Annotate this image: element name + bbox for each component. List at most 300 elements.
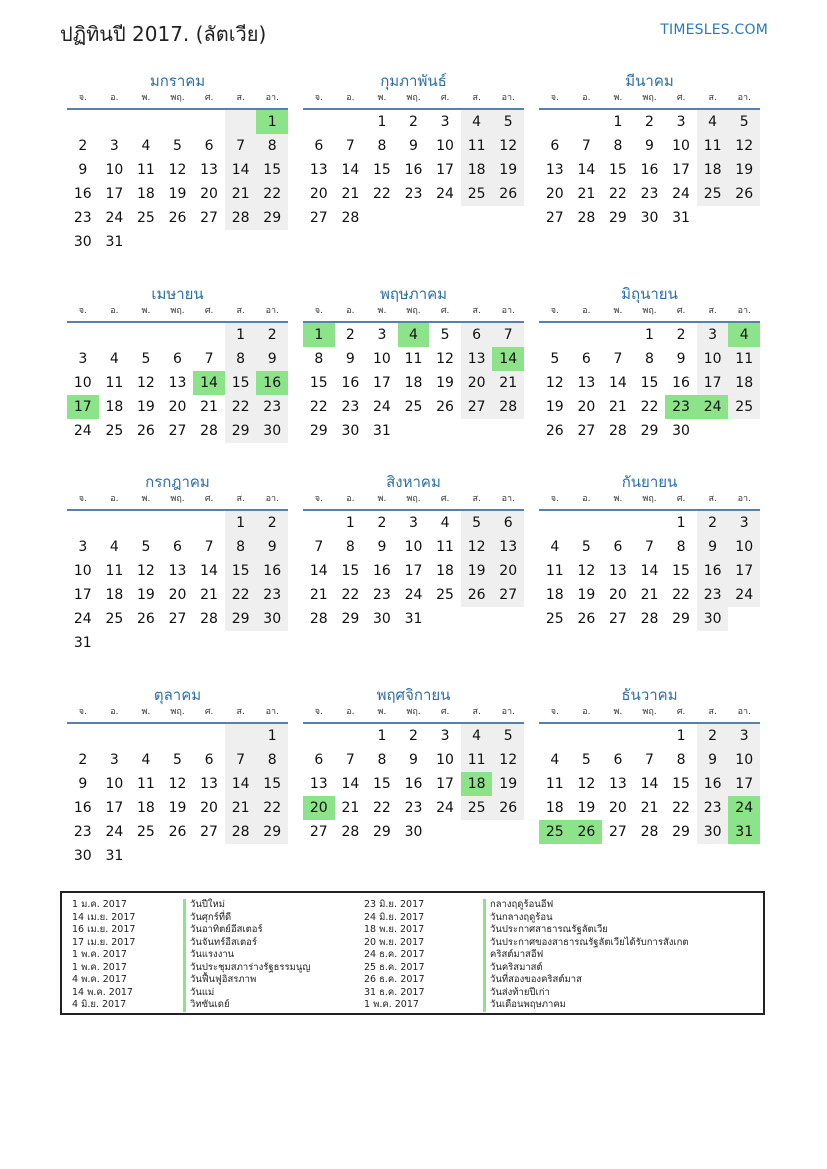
weekday-label: พฤ. — [170, 306, 185, 316]
empty-day-cell — [602, 323, 634, 347]
day-cell: 28 — [341, 210, 360, 226]
legend-holiday-name: วันเดือนพฤษภาคม — [483, 999, 689, 1012]
weekday-label: อ. — [346, 707, 355, 717]
weekday-label: อา. — [501, 93, 515, 103]
day-cell: 7 — [204, 539, 214, 555]
weekday-label: อา. — [265, 306, 279, 316]
weekday-label: จ. — [78, 494, 87, 504]
day-cell: 8 — [377, 138, 387, 154]
legend-holiday-name: วันที่สองของคริสต์มาส — [483, 974, 689, 987]
day-cell: 27 — [309, 824, 328, 840]
day-cell: 10 — [728, 535, 760, 559]
day-cell: 1 — [377, 114, 387, 130]
empty-day-cell — [303, 110, 335, 134]
day-cell: 20 — [200, 800, 218, 816]
weekday-label: ส. — [472, 93, 481, 103]
day-cell: 14 — [225, 772, 257, 796]
day-cell: 28 — [341, 824, 360, 840]
day-cell: 23 — [256, 395, 288, 419]
day-cell: 3 — [440, 114, 450, 130]
day-cell: 9 — [409, 752, 418, 768]
legend-holiday-name: วันอาทิตย์อีสเตอร์ — [183, 924, 310, 937]
day-cell: 22 — [256, 796, 288, 820]
day-cell: 12 — [492, 748, 524, 772]
weekday-header — [303, 493, 524, 511]
legend-date: 18 พ.ย. 2017 — [364, 924, 425, 935]
weekday-label: พฤ. — [642, 306, 657, 316]
weekday-label: อ. — [110, 707, 119, 717]
day-cell: 30 — [256, 419, 288, 443]
day-cell: 25 — [697, 182, 729, 206]
empty-day-cell — [193, 110, 225, 134]
empty-day-cell — [602, 724, 634, 748]
day-cell: 19 — [137, 399, 155, 415]
day-cell: 16 — [697, 559, 729, 583]
day-cell: 15 — [609, 162, 627, 178]
weekday-label: ส. — [236, 306, 245, 316]
day-cell: 4 — [440, 515, 450, 531]
day-cell: 9 — [377, 539, 387, 555]
day-cell: 31 — [105, 234, 124, 250]
day-cell: 11 — [404, 351, 423, 367]
day-cell: 3 — [440, 728, 450, 744]
day-cell: 1 — [256, 724, 288, 748]
day-cell: 5 — [492, 724, 524, 748]
day-cell: 2 — [409, 728, 418, 744]
weekday-label: อ. — [110, 306, 119, 316]
day-cell: 19 — [492, 772, 524, 796]
day-cell: 3 — [78, 351, 88, 367]
holiday-legend — [60, 891, 765, 1015]
day-cell: 12 — [492, 134, 524, 158]
day-cell: 4 — [141, 752, 151, 768]
legend-date: 26 ธ.ค. 2017 — [364, 974, 425, 985]
month-block — [67, 70, 288, 254]
empty-day-cell — [571, 724, 603, 748]
day-cell: 20 — [168, 587, 187, 603]
day-cell: 9 — [676, 351, 686, 367]
month-name: มีนาคม — [625, 72, 674, 90]
day-cell: 2 — [676, 327, 686, 343]
legend-names-col-1 — [183, 899, 310, 1012]
empty-day-cell — [335, 724, 367, 748]
weekday-label: จ. — [550, 707, 559, 717]
weekday-label: พ. — [141, 93, 151, 103]
day-cell: 5 — [581, 539, 591, 555]
day-cell: 25 — [105, 611, 124, 627]
day-cell: 6 — [613, 539, 623, 555]
weekday-header — [539, 305, 760, 323]
day-cell: 23 — [640, 186, 659, 202]
day-cell: 15 — [341, 563, 360, 579]
site-brand-link[interactable]: TIMESLES.COM — [660, 22, 768, 38]
month-block — [539, 283, 760, 443]
holiday-day-cell: 24 — [728, 796, 760, 820]
legend-holiday-name: วันส่งท้ายปีเก่า — [483, 987, 689, 1000]
day-cell: 31 — [105, 848, 124, 864]
day-grid — [303, 110, 524, 230]
day-cell: 30 — [73, 234, 92, 250]
day-cell: 30 — [341, 423, 360, 439]
legend-date: 1 พ.ค. 2017 — [72, 961, 127, 973]
weekday-label: จ. — [314, 494, 323, 504]
month-block — [303, 471, 524, 631]
weekday-label: ศ. — [676, 306, 686, 316]
day-cell: 19 — [545, 399, 564, 415]
day-cell: 18 — [137, 186, 155, 202]
weekday-label: ส. — [236, 494, 245, 504]
day-cell: 27 — [545, 210, 564, 226]
day-cell: 19 — [492, 158, 524, 182]
day-cell: 3 — [78, 539, 88, 555]
day-cell: 4 — [109, 351, 119, 367]
day-cell: 27 — [200, 210, 218, 226]
day-cell: 20 — [492, 559, 524, 583]
day-cell: 16 — [697, 772, 729, 796]
day-cell: 24 — [728, 583, 760, 607]
day-cell: 15 — [256, 772, 288, 796]
weekday-label: จ. — [78, 306, 87, 316]
day-cell: 22 — [225, 395, 257, 419]
day-cell: 3 — [728, 511, 760, 535]
weekday-label: อ. — [110, 93, 119, 103]
day-cell: 8 — [645, 351, 654, 367]
day-cell: 13 — [309, 776, 328, 792]
day-cell: 22 — [609, 186, 627, 202]
day-cell: 19 — [728, 158, 760, 182]
month-block — [67, 471, 288, 655]
legend-holiday-name: วันคริสมาสต์ — [483, 962, 689, 975]
day-cell: 18 — [697, 158, 729, 182]
day-cell: 13 — [200, 162, 218, 178]
legend-date: 24 มิ.ย. 2017 — [364, 911, 425, 923]
holiday-day-cell: 26 — [571, 820, 603, 844]
weekday-label: ศ. — [204, 306, 214, 316]
day-cell: 1 — [225, 511, 257, 535]
day-cell: 10 — [73, 563, 92, 579]
day-cell: 29 — [341, 611, 360, 627]
empty-day-cell — [99, 110, 131, 134]
day-cell: 8 — [377, 752, 387, 768]
weekday-label: อา. — [501, 707, 515, 717]
day-cell: 26 — [492, 182, 524, 206]
weekday-header — [67, 92, 288, 110]
day-cell: 1 — [645, 327, 654, 343]
page-title: ปฏิทินปี 2017. (ลัตเวีย) — [60, 22, 267, 46]
legend-holiday-name: วิทซันเดย์ — [183, 999, 310, 1012]
day-cell: 24 — [73, 611, 92, 627]
day-cell: 16 — [404, 776, 423, 792]
day-cell: 30 — [697, 820, 729, 844]
day-cell: 15 — [256, 158, 288, 182]
day-cell: 31 — [404, 611, 423, 627]
weekday-label: พ. — [377, 306, 387, 316]
day-cell: 5 — [141, 539, 151, 555]
day-cell: 3 — [697, 323, 729, 347]
day-cell: 11 — [105, 375, 124, 391]
day-cell: 6 — [314, 752, 324, 768]
day-cell: 17 — [105, 186, 124, 202]
day-cell: 22 — [640, 399, 659, 415]
day-cell: 25 — [461, 182, 493, 206]
day-cell: 13 — [577, 375, 596, 391]
day-cell: 12 — [137, 375, 155, 391]
day-cell: 29 — [256, 206, 288, 230]
weekday-label: พ. — [141, 494, 151, 504]
day-cell: 2 — [78, 752, 88, 768]
day-grid — [539, 724, 760, 844]
day-cell: 11 — [137, 162, 155, 178]
day-cell: 7 — [492, 323, 524, 347]
day-cell: 7 — [345, 138, 355, 154]
day-cell: 17 — [404, 563, 423, 579]
day-cell: 23 — [404, 800, 423, 816]
weekday-label: อ. — [346, 306, 355, 316]
day-cell: 13 — [609, 776, 627, 792]
day-cell: 27 — [168, 423, 187, 439]
day-cell: 28 — [492, 395, 524, 419]
empty-day-cell — [602, 511, 634, 535]
day-cell: 7 — [581, 138, 591, 154]
day-cell: 16 — [73, 186, 92, 202]
day-cell: 13 — [461, 347, 493, 371]
weekday-label: อา. — [737, 707, 751, 717]
day-cell: 19 — [461, 559, 493, 583]
day-cell: 8 — [314, 351, 324, 367]
day-cell: 2 — [256, 323, 288, 347]
day-cell: 25 — [404, 399, 423, 415]
legend-holiday-name: วันฟื้นฟูอิสรภาพ — [183, 974, 310, 987]
weekday-label: ศ. — [204, 707, 214, 717]
legend-holiday-name: วันประชุมสภาร่างรัฐธรรมนูญ — [183, 962, 310, 975]
legend-date: 1 พ.ค. 2017 — [364, 999, 419, 1010]
day-cell: 22 — [373, 186, 391, 202]
empty-day-cell — [539, 511, 571, 535]
day-cell: 7 — [645, 539, 654, 555]
legend-holiday-name: วันประกาศของสาธารณรัฐลัตเวียได้รับการสังเกต — [483, 937, 689, 950]
day-cell: 21 — [609, 399, 627, 415]
day-cell: 30 — [404, 824, 423, 840]
day-cell: 9 — [256, 347, 288, 371]
day-cell: 24 — [73, 423, 92, 439]
day-cell: 6 — [550, 138, 560, 154]
day-cell: 26 — [168, 210, 187, 226]
day-cell: 13 — [609, 563, 627, 579]
day-cell: 24 — [436, 800, 454, 816]
day-cell: 9 — [697, 748, 729, 772]
day-cell: 6 — [204, 752, 214, 768]
day-cell: 23 — [73, 824, 92, 840]
day-cell: 19 — [577, 800, 596, 816]
month-block — [67, 684, 288, 868]
day-cell: 17 — [73, 587, 92, 603]
day-cell: 13 — [200, 776, 218, 792]
day-cell: 23 — [373, 587, 391, 603]
weekday-header — [303, 92, 524, 110]
month-name: ตุลาคม — [153, 686, 202, 704]
day-cell: 29 — [309, 423, 328, 439]
weekday-label: ส. — [236, 93, 245, 103]
day-cell: 2 — [697, 511, 729, 535]
day-cell: 22 — [256, 182, 288, 206]
holiday-day-cell: 24 — [697, 395, 729, 419]
day-cell: 5 — [550, 351, 560, 367]
weekday-label: ศ. — [204, 494, 214, 504]
day-cell: 15 — [309, 375, 328, 391]
day-cell: 21 — [341, 800, 360, 816]
weekday-header — [539, 92, 760, 110]
day-cell: 2 — [645, 114, 654, 130]
day-cell: 19 — [436, 375, 454, 391]
day-cell: 3 — [728, 724, 760, 748]
weekday-label: พฤ. — [406, 494, 421, 504]
day-cell: 4 — [461, 724, 493, 748]
day-cell: 7 — [314, 539, 324, 555]
legend-date: 4 พ.ค. 2017 — [72, 974, 127, 985]
weekday-label: พ. — [377, 93, 387, 103]
empty-day-cell — [193, 511, 225, 535]
legend-date: 16 เม.ย. 2017 — [72, 924, 136, 935]
day-cell: 9 — [645, 138, 654, 154]
weekday-label: พ. — [377, 494, 387, 504]
day-grid — [303, 323, 524, 443]
day-cell: 21 — [640, 587, 659, 603]
day-cell: 8 — [256, 134, 288, 158]
day-cell: 12 — [577, 563, 596, 579]
day-cell: 26 — [577, 611, 596, 627]
day-cell: 14 — [309, 563, 328, 579]
empty-day-cell — [99, 724, 131, 748]
day-cell: 28 — [609, 423, 627, 439]
day-cell: 27 — [461, 395, 493, 419]
weekday-label: อา. — [501, 306, 515, 316]
day-cell: 5 — [173, 138, 182, 154]
empty-day-cell — [193, 323, 225, 347]
empty-day-cell — [571, 511, 603, 535]
weekday-label: พฤ. — [642, 93, 657, 103]
day-cell: 4 — [550, 539, 560, 555]
month-block — [303, 70, 524, 230]
weekday-label: พ. — [613, 93, 623, 103]
weekday-header — [539, 493, 760, 511]
day-cell: 18 — [461, 158, 493, 182]
day-cell: 10 — [697, 347, 729, 371]
day-cell: 8 — [676, 539, 686, 555]
day-cell: 11 — [728, 347, 760, 371]
day-cell: 21 — [225, 796, 257, 820]
day-cell: 6 — [581, 351, 591, 367]
day-cell: 17 — [373, 375, 391, 391]
day-cell: 4 — [697, 110, 729, 134]
day-cell: 9 — [409, 138, 418, 154]
day-cell: 1 — [345, 515, 355, 531]
day-cell: 1 — [676, 515, 686, 531]
weekday-label: อา. — [265, 494, 279, 504]
day-cell: 30 — [373, 611, 391, 627]
day-cell: 25 — [105, 423, 124, 439]
day-cell: 26 — [137, 423, 155, 439]
month-name: ธันวาคม — [621, 686, 678, 704]
day-cell: 4 — [109, 539, 119, 555]
day-cell: 8 — [345, 539, 355, 555]
empty-day-cell — [162, 323, 194, 347]
day-cell: 14 — [341, 162, 360, 178]
holiday-day-cell: 16 — [256, 371, 288, 395]
day-cell: 14 — [341, 776, 360, 792]
month-name: พฤศจิกายน — [376, 686, 451, 704]
day-cell: 26 — [137, 611, 155, 627]
empty-day-cell — [571, 323, 603, 347]
weekday-header — [539, 706, 760, 724]
legend-holiday-name: วันกลางฤดูร้อน — [483, 912, 689, 925]
day-cell: 20 — [609, 587, 627, 603]
weekday-label: ส. — [708, 93, 717, 103]
day-cell: 30 — [73, 848, 92, 864]
day-cell: 12 — [545, 375, 564, 391]
holiday-day-cell: 23 — [665, 395, 697, 419]
weekday-label: พฤ. — [642, 707, 657, 717]
day-cell: 16 — [341, 375, 360, 391]
day-cell: 10 — [436, 138, 454, 154]
weekday-label: อ. — [582, 306, 591, 316]
day-cell: 29 — [609, 210, 627, 226]
month-name: มกราคม — [149, 72, 206, 90]
weekday-label: อา. — [737, 93, 751, 103]
day-cell: 25 — [728, 395, 760, 419]
legend-dates-col-2 — [364, 899, 425, 1012]
day-cell: 3 — [377, 327, 387, 343]
day-cell: 27 — [168, 611, 187, 627]
day-cell: 26 — [492, 796, 524, 820]
day-cell: 6 — [173, 351, 182, 367]
day-grid — [67, 323, 288, 443]
day-cell: 27 — [609, 611, 627, 627]
day-cell: 17 — [697, 371, 729, 395]
weekday-label: พ. — [141, 707, 151, 717]
weekday-label: อ. — [110, 494, 119, 504]
day-cell: 11 — [697, 134, 729, 158]
day-cell: 19 — [577, 587, 596, 603]
weekday-label: ส. — [708, 707, 717, 717]
weekday-label: ศ. — [440, 306, 450, 316]
day-cell: 7 — [645, 752, 654, 768]
day-cell: 9 — [78, 162, 88, 178]
day-cell: 3 — [676, 114, 686, 130]
empty-day-cell — [303, 724, 335, 748]
day-cell: 8 — [256, 748, 288, 772]
day-cell: 17 — [728, 772, 760, 796]
day-cell: 20 — [168, 399, 187, 415]
weekday-label: อ. — [346, 494, 355, 504]
day-cell: 4 — [461, 110, 493, 134]
day-cell: 1 — [377, 728, 387, 744]
day-cell: 6 — [314, 138, 324, 154]
day-cell: 5 — [492, 110, 524, 134]
day-cell: 12 — [137, 563, 155, 579]
day-cell: 22 — [672, 587, 690, 603]
day-grid — [67, 110, 288, 254]
month-block — [539, 684, 760, 844]
day-cell: 5 — [173, 752, 182, 768]
legend-holiday-name: วันประกาศสาธารณรัฐลัตเวีย — [483, 924, 689, 937]
day-cell: 14 — [640, 776, 659, 792]
month-block — [303, 283, 524, 443]
day-cell: 18 — [545, 800, 564, 816]
weekday-header — [67, 706, 288, 724]
day-grid — [539, 323, 760, 443]
day-cell: 31 — [73, 635, 92, 651]
day-cell: 15 — [672, 776, 690, 792]
